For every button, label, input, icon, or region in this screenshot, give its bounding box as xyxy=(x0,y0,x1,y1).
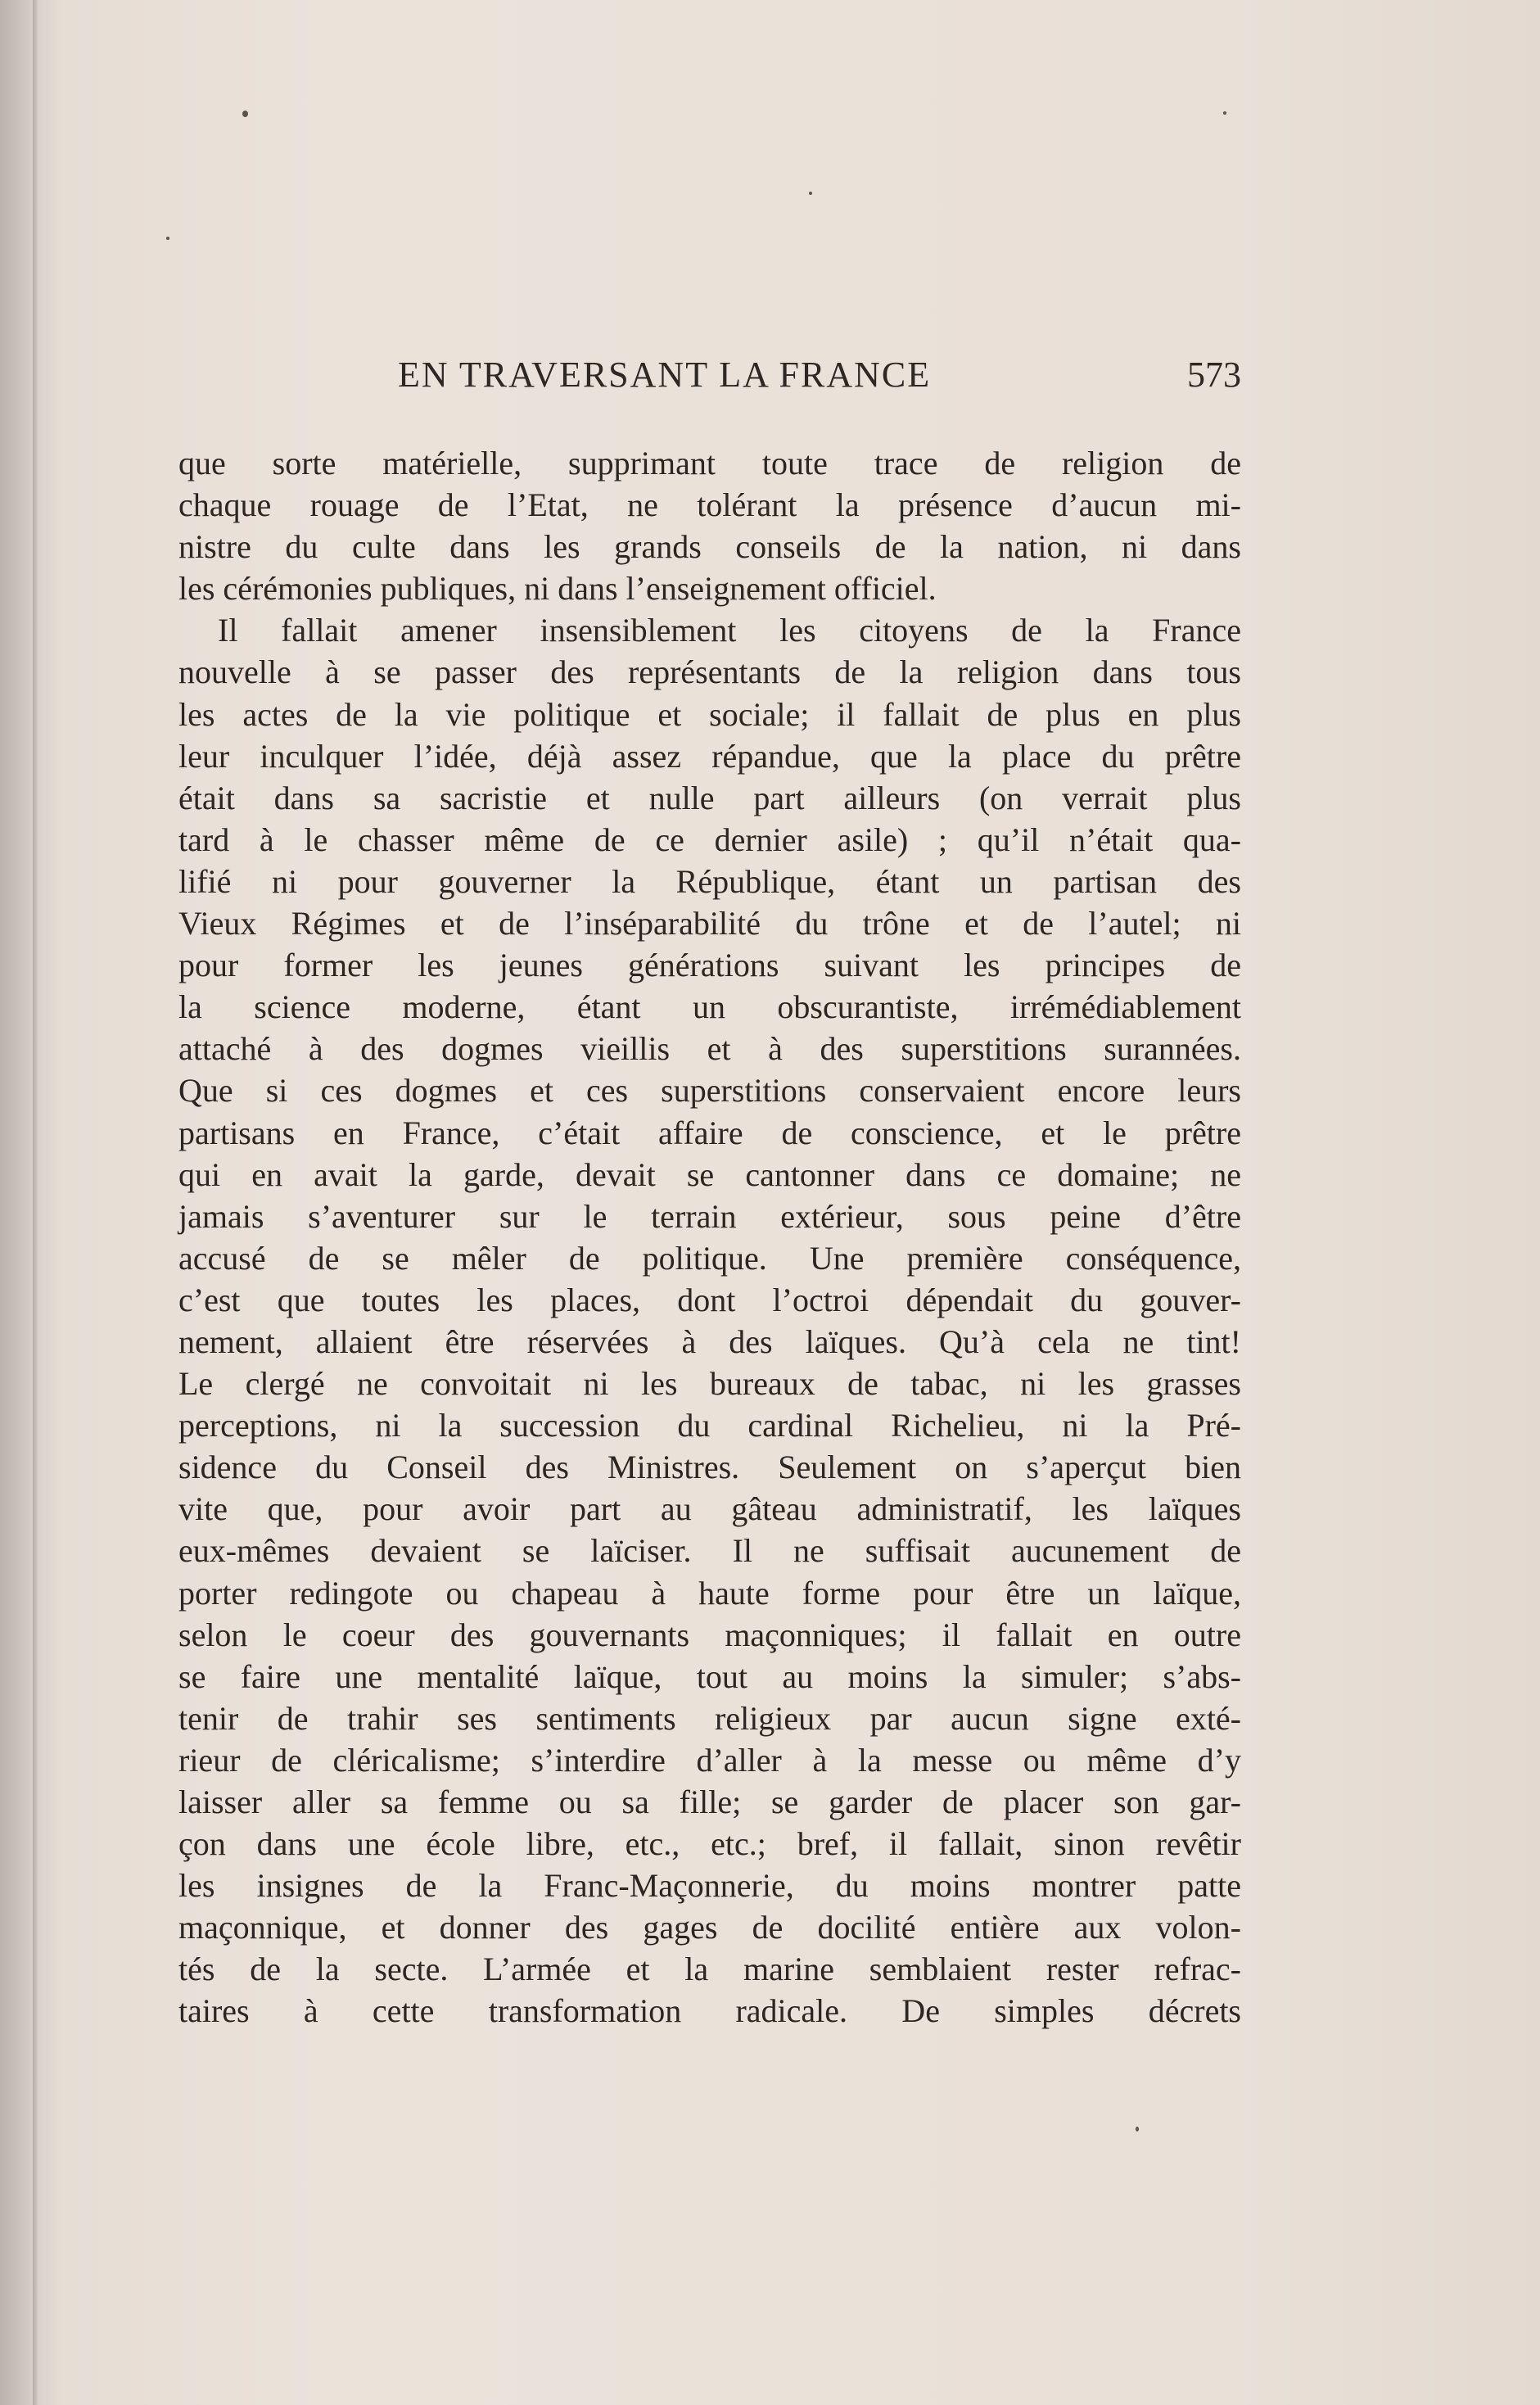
text-line: se faire une mentalité laïque, tout au moins la simuler; s’abs- xyxy=(178,1657,1241,1695)
ink-speck xyxy=(1223,111,1226,115)
text-line: partisans en France, c’était affaire de conscience, et le prêtre xyxy=(178,1114,1241,1151)
text-line: porter redingote ou chapeau à haute forme pour être un laïque, xyxy=(178,1574,1241,1612)
text-line: nement, allaient être réservées à des laïques. Qu’à cela ne tint! xyxy=(178,1322,1241,1360)
text-line: lifié ni pour gouverner la République, étant un partisan des xyxy=(178,862,1241,900)
text-line: chaque rouage de l’Etat, ne tolérant la présence d’aucun mi- xyxy=(178,486,1241,524)
text-line: çon dans une école libre, etc., etc.; bref, il fallait, sinon revêtir xyxy=(178,1825,1241,1863)
text-line: nouvelle à se passer des représentants de la religion dans tous xyxy=(178,653,1241,691)
text-line: jamais s’aventurer sur le terrain extérieur, sous peine d’être xyxy=(178,1197,1241,1235)
ink-speck xyxy=(242,111,248,117)
binding-gutter xyxy=(33,0,38,2405)
text-line: taires à cette transformation radicale. De simples décrets xyxy=(178,1992,1241,2030)
paragraph-first-line: Il fallait amener insensiblement les citoyens de la France xyxy=(218,612,1241,649)
text-line: accusé de se mêler de politique. Une première conséquence, xyxy=(178,1239,1241,1277)
text-line: vite que, pour avoir part au gâteau administratif, les laïques xyxy=(178,1490,1241,1528)
text-line: laisser aller sa femme ou sa fille; se garder de placer son gar- xyxy=(178,1783,1241,1820)
text-line: les cérémonies publiques, ni dans l’enseignement officiel. xyxy=(178,570,937,608)
text-line: leur inculquer l’idée, déjà assez répandue, que la place du prêtre xyxy=(178,737,1241,775)
text-line: tenir de trahir ses sentiments religieux par aucun signe exté- xyxy=(178,1699,1241,1737)
ink-speck xyxy=(809,192,812,195)
text-line: perceptions, ni la succession du cardinal Richelieu, ni la Pré- xyxy=(178,1407,1241,1444)
text-line: Le clergé ne convoitait ni les bureaux de tabac, ni les grasses xyxy=(178,1365,1241,1403)
running-head xyxy=(178,354,1241,403)
text-line: c’est que toutes les places, dont l’octroi dépendait du gouver- xyxy=(178,1281,1241,1318)
text-line: eux-mêmes devaient se laïciser. Il ne suffisait aucunement de xyxy=(178,1532,1241,1570)
page-number: 573 xyxy=(1187,355,1241,395)
text-line: maçonnique, et donner des gages de docilité entière aux volon- xyxy=(178,1909,1241,1946)
text-line: était dans sa sacristie et nulle part ailleurs (on verrait plus xyxy=(178,779,1241,816)
ink-speck xyxy=(166,237,169,240)
text-line: tés de la secte. L’armée et la marine semblaient rester refrac- xyxy=(178,1951,1241,1988)
body-text xyxy=(178,442,1241,2032)
text-line: pour former les jeunes générations suivant les principes de xyxy=(178,947,1241,984)
text-line: la science moderne, étant un obscurantiste, irrémédiablement xyxy=(178,988,1241,1026)
text-line: selon le coeur des gouvernants maçonniques; il fallait en outre xyxy=(178,1616,1241,1653)
text-line: les actes de la vie politique et sociale; il fallait de plus en plus xyxy=(178,695,1241,733)
text-line: qui en avait la garde, devait se cantonner dans ce domaine; ne xyxy=(178,1155,1241,1193)
text-line: nistre du culte dans les grands conseils de la nation, ni dans xyxy=(178,528,1241,566)
text-line: sidence du Conseil des Ministres. Seulement on s’aperçut bien xyxy=(178,1449,1241,1486)
text-line: rieur de cléricalisme; s’interdire d’aller à la messe ou même d’y xyxy=(178,1741,1241,1779)
running-title: EN TRAVERSANT LA FRANCE xyxy=(398,355,932,395)
text-line: tard à le chasser même de ce dernier asile) ; qu’il n’était qua- xyxy=(178,821,1241,858)
ink-speck xyxy=(1136,2127,1139,2131)
text-line: les insignes de la Franc-Maçonnerie, du moins montrer patte xyxy=(178,1867,1241,1905)
text-line: Vieux Régimes et de l’inséparabilité du trône et de l’autel; ni xyxy=(178,905,1241,943)
text-line: que sorte matérielle, supprimant toute trace de religion de xyxy=(178,445,1241,481)
text-line: attaché à des dogmes vieillis et à des superstitions surannées. xyxy=(178,1030,1241,1068)
text-line: Que si ces dogmes et ces superstitions conservaient encore leurs xyxy=(178,1072,1241,1110)
